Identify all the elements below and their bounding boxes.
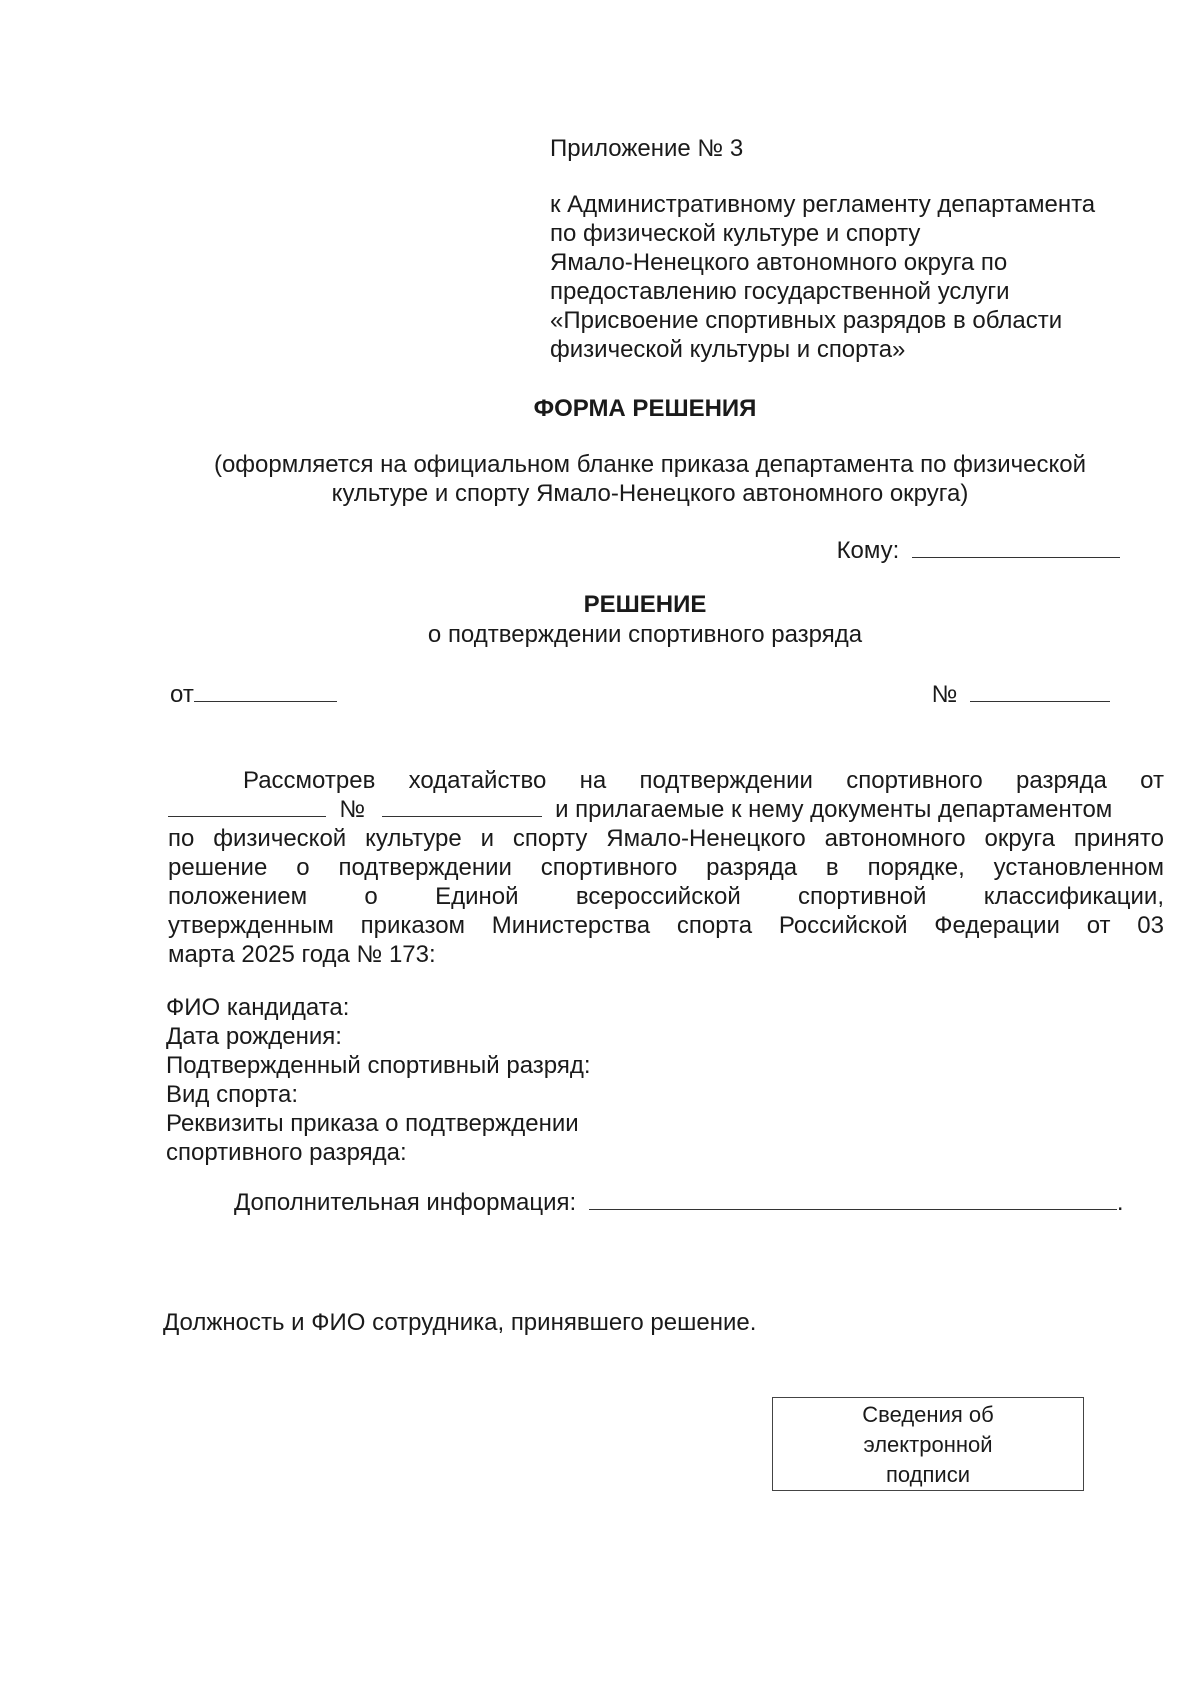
field-label: спортивного разряда: [166,1139,407,1166]
body-line-text: и прилагаемые к нему документы департаментом [555,796,1113,823]
decision-number-line [932,680,1110,709]
appendix-title: Приложение № 3 [550,135,744,162]
signer-label: Должность и ФИО сотрудника, принявшего решение. [163,1309,757,1336]
body-line: положением о Единой всероссийской спортивной классификации, [168,883,1164,910]
additional-info-blank[interactable] [589,1191,1117,1210]
form-note-line: (оформляется на официальном бланке приказа департамента по физической [213,451,1087,478]
signature-box-line: Сведения об [862,1402,994,1427]
decision-title: РЕШЕНИЕ [583,591,707,618]
body-line: Рассмотрев ходатайство на подтверждении спортивного разряда от [243,767,1164,794]
petition-number-blank[interactable] [382,798,542,817]
decision-subtitle: о подтверждении спортивного разряда [427,621,863,648]
signature-box-line: подписи [886,1462,970,1487]
recipient-line [837,536,1120,565]
field-label: Вид спорта: [166,1081,298,1108]
appendix-description [550,190,1150,364]
field-label: ФИО кандидата: [166,994,350,1021]
signature-box-line: электронной [863,1432,993,1457]
decision-date-line [170,680,337,709]
candidate-fields [166,993,591,1167]
form-title: ФОРМА РЕШЕНИЯ [533,395,757,422]
field-label: Подтвержденный спортивный разряд: [166,1052,591,1079]
additional-info-line [234,1188,1124,1217]
appendix-line: по физической культуре и спорту [550,220,921,247]
field-label: Дата рождения: [166,1023,342,1050]
date-label: от [170,681,194,708]
body-line [168,795,1164,824]
additional-info-end: . [1116,1189,1124,1216]
appendix-line: «Присвоение спортивных разрядов в области [550,307,1063,334]
electronic-signature-box [772,1397,1084,1491]
petition-date-blank[interactable] [168,798,326,817]
body-line: решение о подтверждении спортивного разряда в порядке, установленном [168,854,1164,881]
appendix-line: физической культуры и спорта» [550,336,906,363]
body-line: утвержденным приказом Министерства спорта Российской Федерации от 03 [168,912,1164,939]
form-note [150,450,1150,508]
appendix-line: к Административному регламенту департамента [550,191,1096,218]
petition-number-label: № [339,796,366,823]
body-line: по физической культуре и спорту Ямало-Ненецкого автономного округа принято [168,825,1164,852]
decision-body [168,766,1164,969]
appendix-line: предоставлению государственной услуги [550,278,1010,305]
number-blank[interactable] [970,683,1110,702]
date-blank[interactable] [194,683,337,702]
recipient-blank[interactable] [912,539,1120,558]
recipient-label: Кому: [836,537,900,564]
form-note-line: культуре и спорту Ямало-Ненецкого автономного округа) [331,480,969,507]
body-line: марта 2025 года № 173: [168,941,436,968]
appendix-line: Ямало-Ненецкого автономного округа по [550,249,1008,276]
field-label: Реквизиты приказа о подтверждении [166,1110,579,1137]
additional-info-label: Дополнительная информация: [234,1189,577,1216]
number-label: № [931,681,958,708]
